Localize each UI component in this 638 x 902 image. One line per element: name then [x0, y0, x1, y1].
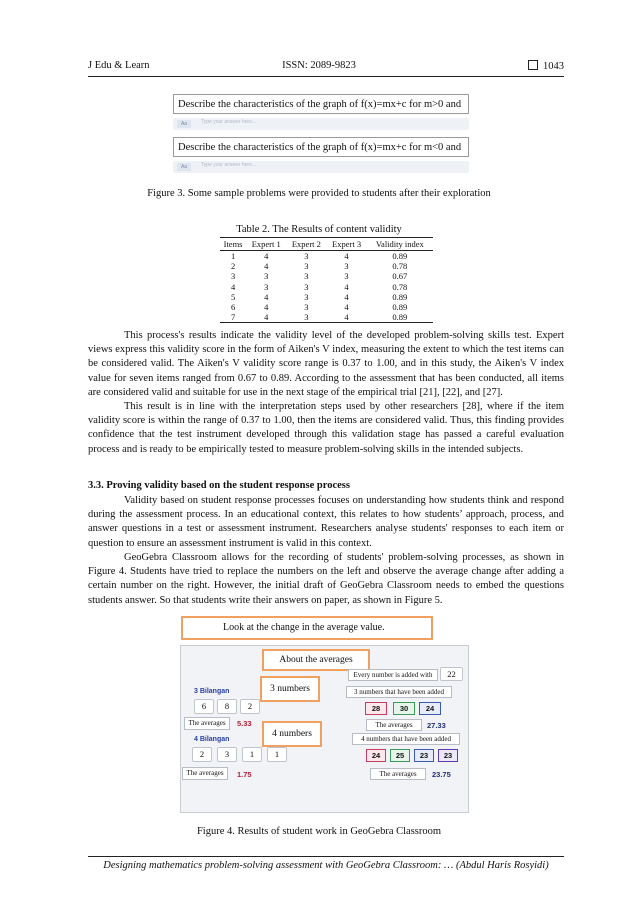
issn: ISSN: 2089-9823	[282, 60, 356, 71]
col-header: Items	[220, 238, 246, 251]
cell: 4	[344, 281, 349, 292]
cell: 4	[326, 312, 366, 323]
four-numbers-box: 4 numbers	[262, 721, 322, 747]
table-row	[220, 271, 433, 281]
about-averages-box: About the averages	[262, 649, 370, 671]
checkbox-icon	[528, 60, 538, 70]
col-header: Expert 2	[286, 238, 326, 251]
right-average-4: 23.75	[432, 770, 451, 779]
format-icon: Aa	[177, 163, 191, 171]
col-header: Expert 3	[326, 238, 366, 251]
number-box[interactable]: 3	[217, 747, 237, 762]
table-row	[220, 261, 433, 271]
cell: 4	[246, 312, 286, 323]
figure-4-title: Look at the change in the average value.	[181, 616, 433, 640]
cell: 0.89	[392, 291, 408, 302]
added-with-label: Every number is added with	[348, 669, 438, 681]
cell: 4	[230, 281, 236, 292]
four-added-label: 4 numbers that have been added	[352, 733, 460, 745]
paragraph-3-text: Validity based on student response processes focuses on understanding how students think and respond during the assessment process. In an educational context, this relates to how students’ approach, process, and answer questions in a test or assessment instrument. Researchers analyse students' responses to each item or question to ensure an assessment instrument is valid in this context.	[88, 495, 564, 549]
cell: 0.78	[392, 261, 408, 272]
three-added-label: 3 numbers that have been added	[346, 686, 452, 698]
result-box: 28	[365, 702, 387, 715]
paragraph-1	[88, 329, 564, 400]
cell: 4	[264, 251, 269, 261]
cell: 3	[344, 271, 349, 282]
averages-label: The averages	[370, 768, 426, 780]
cell: 3	[286, 312, 326, 323]
cell: 4	[344, 291, 349, 302]
left-label-3: 3 Bilangan	[194, 688, 230, 695]
cell: 0.67	[392, 271, 408, 282]
figure-3	[173, 94, 469, 174]
cell: 2	[230, 261, 236, 272]
answer-placeholder: Type your answer here...	[201, 119, 257, 125]
header-rule	[88, 76, 564, 77]
page-number-block	[528, 60, 564, 72]
left-label-4: 4 Bilangan	[194, 736, 230, 743]
question-box-1: Describe the characteristics of the graph of f(x)=mx+c for m>0 and	[173, 94, 469, 114]
cell: 3	[304, 271, 309, 282]
number-box[interactable]: 8	[217, 699, 237, 714]
paragraph-4	[88, 551, 564, 608]
cell: 3	[264, 281, 269, 292]
table-row	[220, 292, 433, 302]
paragraph-2-text: This result is in line with the interpretation steps used by other researchers [28], where if the item validity score is within the range of 0.37 to 1.00, then the items are considered valid. Thus, this finding provides confidence that the test instrument developed through this validation stage has passed a careful evaluation process and is ready to be empirically tested to measure problem-solving skills in the intended subjects.	[88, 401, 564, 455]
cell: 4	[264, 261, 269, 272]
number-box[interactable]: 2	[192, 747, 212, 762]
cell: 3	[264, 271, 269, 282]
table-row	[220, 282, 433, 292]
cell: 4	[344, 251, 349, 261]
cell: 4	[264, 291, 269, 302]
number-box[interactable]: 1	[242, 747, 262, 762]
cell: 0.89	[392, 251, 408, 261]
result-box: 25	[390, 749, 410, 762]
cell: 0.89	[367, 312, 433, 323]
running-footer: Designing mathematics problem-solving assessment with GeoGebra Classroom: … (Abdul Haris Rosyidi)	[103, 860, 549, 871]
section-heading: 3.3. Proving validity based on the student response process	[88, 480, 350, 491]
journal-name: J Edu & Learn	[88, 60, 150, 71]
average-value-4: 1.75	[237, 770, 252, 779]
cell: 7	[220, 312, 246, 323]
averages-label: The averages	[366, 719, 422, 731]
result-box: 24	[419, 702, 441, 715]
add-value-box[interactable]: 22	[440, 667, 463, 681]
col-header: Expert 1	[246, 238, 286, 251]
cell: 3	[304, 291, 309, 302]
table-row	[220, 302, 433, 312]
page-number: 1043	[543, 61, 564, 72]
number-box[interactable]: 6	[194, 699, 214, 714]
answer-field-2[interactable]	[173, 161, 469, 173]
three-numbers-box: 3 numbers	[260, 676, 320, 702]
cell: 3	[304, 281, 309, 292]
cell: 4	[264, 302, 269, 313]
geogebra-panel	[180, 645, 469, 813]
cell: 6	[230, 302, 236, 313]
answer-placeholder: Type your answer here...	[201, 162, 257, 168]
right-average-3: 27.33	[427, 721, 446, 730]
averages-label: The averages	[184, 717, 230, 730]
number-box[interactable]: 2	[240, 699, 260, 714]
paragraph-3	[88, 494, 564, 551]
cell: 4	[344, 302, 349, 313]
col-header: Validity index	[367, 238, 433, 251]
number-box[interactable]: 1	[267, 747, 287, 762]
cell: 5	[230, 291, 236, 302]
result-box: 23	[414, 749, 434, 762]
format-icon: Aa	[177, 120, 191, 128]
figure-4-caption: Figure 4. Results of student work in GeoGebra Classroom	[196, 826, 442, 837]
cell: 0.78	[392, 281, 408, 292]
table-row	[220, 312, 433, 323]
cell: 3	[230, 271, 236, 282]
paragraph-2	[88, 400, 564, 457]
cell: 0.89	[392, 302, 408, 313]
cell: 3	[304, 251, 309, 261]
result-box: 24	[366, 749, 386, 762]
cell: 3	[304, 261, 309, 272]
cell: 1	[230, 251, 236, 261]
table-row	[220, 251, 433, 262]
table-2-caption: Table 2. The Results of content validity	[236, 224, 402, 235]
paragraph-4-text: GeoGebra Classroom allows for the recording of students' problem-solving processes, as shown in Figure 4. Students have tried to replace the numbers on the left and observe the average change after adding a certain number on the right. However, the initial draft of GeoGebra Classroom needs to embed the questions students answer. So that students write their answers on paper, as shown in Figure 5.	[88, 552, 564, 606]
paragraph-1-text: This process's results indicate the validity level of the developed problem-solving skills test. Expert views express this validity score in the form of Aiken's V index, measuring the extent to which the test items can be considered valid. The Aiken's V validity score range is 0.37 to 1.00, and in this study, the Aiken's V index value for seven items ranged from 0.67 to 0.89. According to the assessment that has been conducted, all items are considered valid and suitable for use in the next stage of the empirical trial [21], [22], and [27].	[88, 330, 564, 398]
cell: 3	[344, 261, 349, 272]
figure-3-caption: Figure 3. Some sample problems were provided to students after their exploration	[147, 188, 491, 199]
footer-rule	[88, 856, 564, 857]
result-box: 30	[393, 702, 415, 715]
cell: 3	[304, 302, 309, 313]
question-box-2: Describe the characteristics of the graph of f(x)=mx+c for m<0 and	[173, 137, 469, 157]
average-value-3: 5.33	[237, 719, 252, 728]
answer-field-1[interactable]	[173, 118, 469, 130]
result-box: 23	[438, 749, 458, 762]
validity-table	[220, 237, 433, 323]
averages-label: The averages	[182, 767, 228, 780]
